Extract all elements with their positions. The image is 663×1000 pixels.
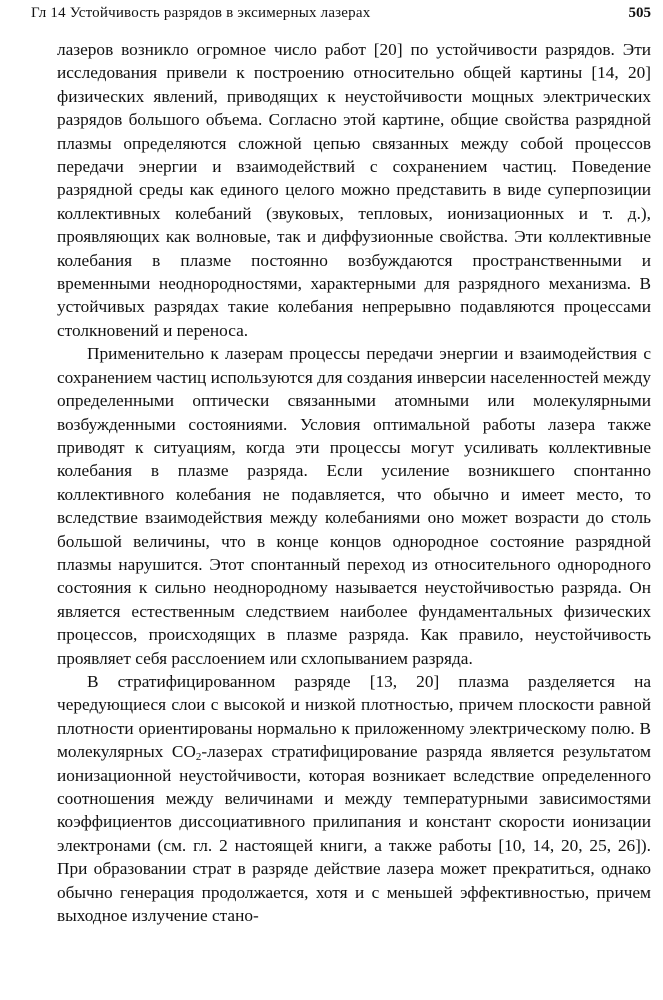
page-number: 505 [628,5,651,21]
paragraph-text-before: В стратифицированном разряде [13, 20] плазма разделяется на чередующиеся слои с высокой и низкой плотностью, причем плоскости равной плотности ориентированы нормально к приложенному электрическому полю. В молекулярных CO [57,671,651,762]
paragraph-lasers: Применительно к лазерам процессы передачи энергии и взаимодействия с сохранением частиц используются для создания инверсии населенностей между определенными оптически связанными атомными или молекулярными возбужденными состояниями. Условия оптимальной работы лазера также приводят к ситуациям, когда эти процессы могут усиливать коллективные колебания в плазме разряда. Если усиление возникшего спонтанно коллективного колебания не подавляется, что обычно и имеет место, то вследствие взаимодействия между колебаниями оно может возрасти до столь большой величины, что в конце концов однородное состояние разрядной плазмы нарушится. Этот спонтанный переход из относительного однородного состояния к сильно неоднородному называется неустойчивостью разряда. Он является естественным следствием наиболее фундаментальных физических процессов, происходящих в плазме разряда. Как правило, неустойчивость проявляет себя расслоением или схлопыванием разряда. [57,344,652,668]
paragraph-stratified-discharge [57,670,651,927]
paragraph-continuation: лазеров возникло огромное число работ [20] по устойчивости разрядов. Эти исследования привели к построению относительно общей картины [14, 20] физических явлений, приводящих к неустойчивости мощных электрических разрядов большого объема. Согласно этой картине, общие свойства разрядной плазмы определяются сложной цепью связанных между собой процессов передачи энергии и взаимодействий с сохранением частиц. Поведение разрядной среды как единого целого можно представить в виде суперпозиции коллективных колебаний (звуковых, тепловых, ионизационных и т. д.), проявляющих как волновые, так и диффузионные свойства. Эти коллективные колебания в плазме постоянно возбуждаются пространственными и временными неоднородностями, характерными для разрядного механизма. В устойчивых разрядах такие колебания непрерывно подавляются процессами столкновений и переноса. [57,40,651,340]
chapter-title: Гл 14 Устойчивость разрядов в эксимерных лазерах [31,5,371,21]
body-text [57,38,651,927]
paragraph-text-after: -лазерах стратифицирование разряда является результатом ионизационной неустойчивости, которая возникает вследствие определенного соотношения между величинами и между температурными зависимостями коэффициентов диссоциативного прилипания и констант скорости ионизации электронами (см. гл. 2 настоящей книги, а также работы [10, 14, 20, 25, 26]). При образовании страт в разряде действие лазера может прекратиться, однако обычно генерация продолжается, хотя и с меньшей эффективностью, причем выходное излучение стано- [57,742,651,926]
running-header [31,2,651,24]
subscript-2: 2 [195,751,202,764]
